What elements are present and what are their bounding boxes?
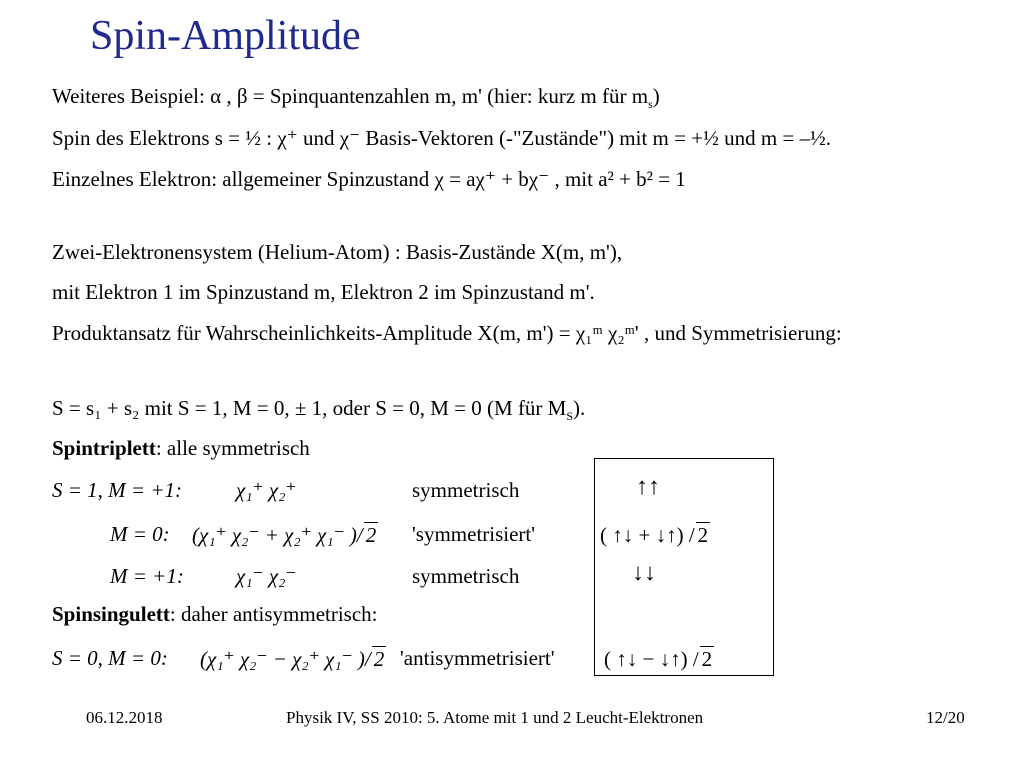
row2-symmetry: 'symmetrisiert' [412,522,536,546]
total-spin-end: ). [573,396,586,420]
row4-symmetry: 'antisymmetrisiert' [400,646,555,670]
row3-label: M = +1: [110,564,184,588]
row2-formula-wrap [192,522,378,548]
row1-formula: χ₁⁺ χ₂⁺ [236,478,297,502]
row1-symmetry: symmetrisch [412,478,520,502]
triplet-rest: : alle symmetrisch [155,436,310,460]
row2-sqrt: 2 [365,523,377,547]
triplet-label: Spintriplett [52,436,156,460]
two-electron-line: Zwei-Elektronensystem (Helium-Atom) : Basis-Zustände X(m, m'), [52,240,623,264]
product-ansatz-line: Produktansatz für Wahrscheinlichkeits-Amplitude X(m, m') = χ₁ᵐ χ₂ᵐ' , und Symmetrisierung: [52,321,842,345]
row3-symmetry: symmetrisch [412,564,520,588]
row2-label: M = 0: [110,522,170,546]
row4-arrows: ( ↑↓ − ↓↑) / [604,647,699,671]
row4-formula: (χ₁⁺ χ₂⁻ − χ₂⁺ χ₁⁻ )/ [200,647,371,671]
example-sub: s [648,97,653,112]
footer-course: Physik IV, SS 2010: 5. Atome mit 1 und 2 Leucht-Elektronen [286,708,704,727]
row4-formula-wrap [200,646,386,672]
row2-arrows: ( ↑↓ + ↓↑) / [600,523,695,547]
single-electron-line: Einzelnes Elektron: allgemeiner Spinzustand χ = aχ⁺ + bχ⁻ , mit a² + b² = 1 [52,167,686,191]
total-spin-sub: S [566,409,574,424]
singlet-heading [52,602,378,627]
row4-label: S = 0, M = 0: [52,646,168,670]
row4-sqrt: 2 [373,647,385,671]
row4-arrows-sqrt: 2 [701,647,713,671]
row2-arrows-wrap [600,522,710,548]
example-line [52,84,660,112]
footer-date: 06.12.2018 [86,708,163,727]
row2-formula: (χ₁⁺ χ₂⁻ + χ₂⁺ χ₁⁻ )/ [192,523,363,547]
row3-formula: χ₁⁻ χ₂⁻ [236,564,297,588]
electron-spin-line: Spin des Elektrons s = ½ : χ⁺ und χ⁻ Basis-Vektoren (-"Zustände") mit m = +½ und m = –½. [52,126,832,150]
row1-arrows: ↑↑ [636,474,660,500]
singlet-rest: : daher antisymmetrisch: [169,602,378,626]
singlet-label: Spinsingulett [52,602,170,626]
arrow-box [594,458,774,676]
row3-arrows: ↓↓ [632,560,656,586]
total-spin-text: S = s₁ + s₂ mit S = 1, M = 0, ± 1, oder S = 0, M = 0 (M für M [52,396,567,420]
example-end: ) [652,84,660,108]
electron-states-line: mit Elektron 1 im Spinzustand m, Elektron 2 im Spinzustand m'. [52,280,595,304]
row2-arrows-sqrt: 2 [697,523,709,547]
example-text: Weiteres Beispiel: α , β = Spinquantenzahlen m, m' (hier: kurz m für m [52,84,649,108]
row1-label: S = 1, M = +1: [52,478,182,502]
row4-arrows-wrap [604,646,714,672]
total-spin-line [52,396,585,424]
slide-title: Spin-Amplitude [90,13,361,59]
footer-page: 12/20 [926,708,965,727]
triplet-heading [52,436,310,461]
